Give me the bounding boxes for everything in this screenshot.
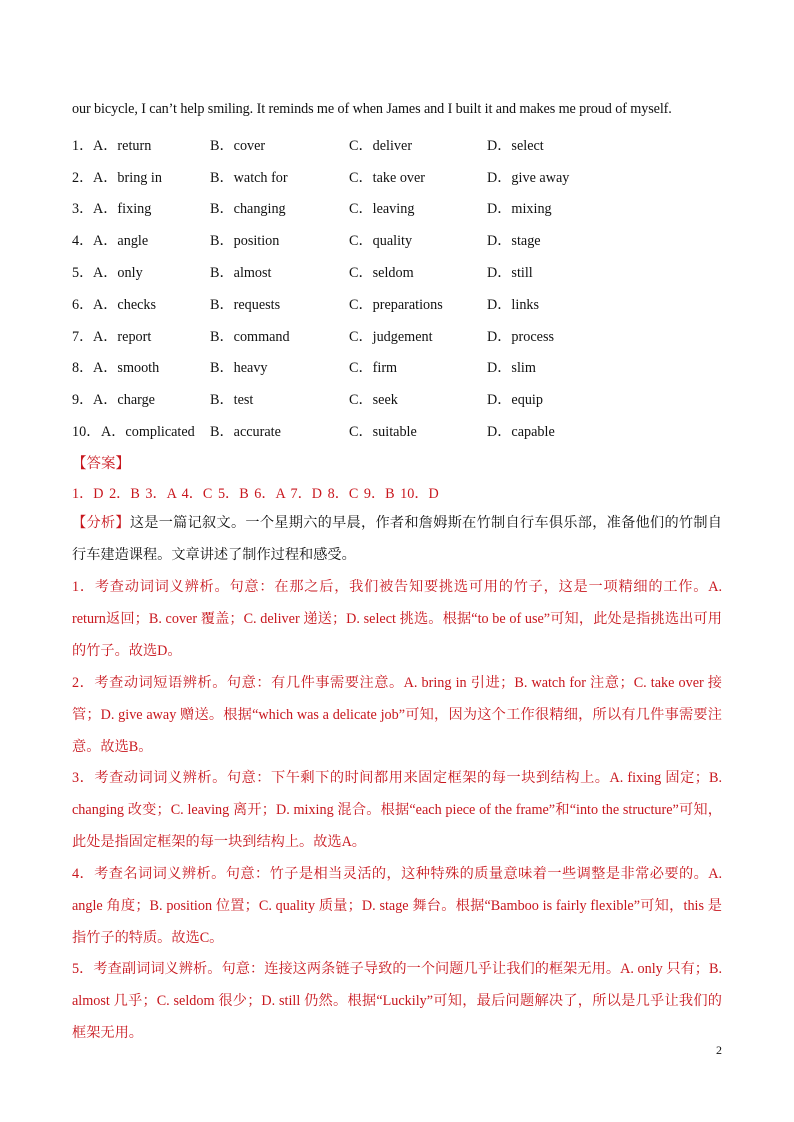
question-number: 1．: [72, 138, 94, 154]
option-d: D．equip: [487, 392, 543, 408]
question-number: 3．: [72, 201, 94, 217]
question-number: 4．: [72, 233, 94, 249]
option-a: A．complicated: [101, 424, 195, 440]
question-number: 2．: [72, 170, 94, 186]
page-number: 2: [716, 1043, 722, 1057]
option-c: C．judgement: [349, 329, 433, 345]
option-c: C．leaving: [349, 201, 415, 217]
answer-key-line: 1．D 2．B 3．A 4．C 5．B 6．A 7．D 8．C 9．B 10．D: [72, 486, 439, 502]
question-number: 8．: [72, 360, 94, 376]
option-c: C．suitable: [349, 424, 417, 440]
option-d: D．stage: [487, 233, 541, 249]
option-b: B．accurate: [210, 424, 281, 440]
option-c: C．seek: [349, 392, 398, 408]
option-a: A．bring in: [93, 170, 162, 186]
option-b: B．requests: [210, 297, 281, 313]
option-c: C．seldom: [349, 265, 414, 281]
analysis-tag: 【分析】: [72, 515, 130, 531]
option-a: A．checks: [93, 297, 157, 313]
option-b: B．test: [210, 392, 254, 408]
question-number: 5．: [72, 265, 94, 281]
explanation-5: 5．考查副词词义辨析。句意：连接这两条链子导致的一个问题几乎让我们的框架无用。A. only 只有；B. almost 几乎；C. seldom 很少；D. still 仍然。根据“Luckily”可知，最后问题解决了，所以是几乎让我们的框架无用。: [72, 961, 722, 1041]
option-c: C．preparations: [349, 297, 443, 313]
option-d: D．still: [487, 265, 533, 281]
option-c: C．firm: [349, 360, 398, 376]
option-c: C．quality: [349, 233, 413, 249]
explanation-2: 2．考查动词短语辨析。句意：有几件事需要注意。A. bring in 引进；B. watch for 注意；C. take over 接管；D. give away 赠送。根据“which was a delicate job”可知，因为这个工作很精细，所以有几件事需要注意。故选B。: [72, 675, 722, 755]
option-c: C．deliver: [349, 138, 413, 154]
option-a: A．fixing: [93, 201, 152, 217]
option-b: B．heavy: [210, 360, 268, 376]
analysis-paragraph: [72, 508, 722, 572]
passage-closing-line: our bicycle, I can’t help smiling. It reminds me of when James and I built it and makes me proud of myself.: [72, 101, 672, 117]
option-b: B．command: [210, 329, 290, 345]
question-number: 9．: [72, 392, 94, 408]
question-number: 7．: [72, 329, 94, 345]
option-c: C．take over: [349, 170, 426, 186]
analysis-text: 这是一篇记叙文。一个星期六的早晨，作者和詹姆斯在竹制自行车俱乐部，准备他们的竹制自行车建造课程。文章讲述了制作过程和感受。: [72, 515, 722, 563]
option-a: A．only: [93, 265, 143, 281]
explanation-4: 4．考查名词词义辨析。句意：竹子是相当灵活的，这种特殊的质量意味着一些调整是非常必要的。A. angle 角度；B. position 位置；C. quality 质量；D. stage 舞台。根据“Bamboo is fairly flexible”可知，this 是指竹子的特质。故选C。: [72, 866, 722, 946]
option-d: D．select: [487, 138, 544, 154]
option-a: A．report: [93, 329, 152, 345]
option-a: A．smooth: [93, 360, 160, 376]
question-number: 6．: [72, 297, 94, 313]
option-a: A．charge: [93, 392, 155, 408]
option-b: B．watch for: [210, 170, 288, 186]
answer-heading: 【答案】: [72, 456, 130, 472]
option-b: B．almost: [210, 265, 272, 281]
option-d: D．give away: [487, 170, 570, 186]
option-d: D．slim: [487, 360, 536, 376]
explanation-1: 1．考查动词词义辨析。句意：在那之后，我们被告知要挑选可用的竹子，这是一项精细的工作。A. return返回；B. cover 覆盖；C. deliver 递送；D. select 挑选。根据“to be of use”可知，此处是指挑选出可用的竹子。故选D。: [72, 579, 722, 659]
explanation-3: 3．考查动词词义辨析。句意：下午剩下的时间都用来固定框架的每一块到结构上。A. fixing 固定；B. changing 改变；C. leaving 离开；D. mixing 混合。根据“each piece of the frame”和“into the structure”可知，此处是指固定框架的每一块到结构上。故选A。: [72, 770, 722, 850]
option-d: D．process: [487, 329, 554, 345]
option-d: D．mixing: [487, 201, 552, 217]
option-d: D．capable: [487, 424, 555, 440]
option-a: A．return: [93, 138, 152, 154]
option-d: D．links: [487, 297, 540, 313]
question-number: 10．: [72, 424, 101, 440]
option-b: B．changing: [210, 201, 286, 217]
option-a: A．angle: [93, 233, 149, 249]
option-b: B．position: [210, 233, 280, 249]
option-b: B．cover: [210, 138, 266, 154]
